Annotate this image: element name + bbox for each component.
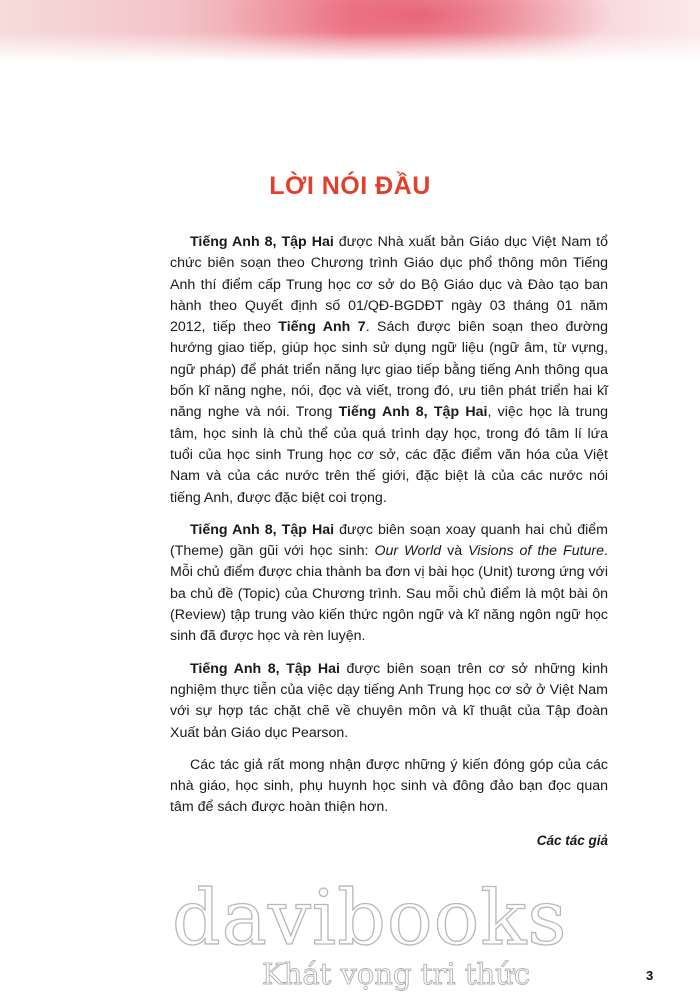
book-title-bold: Tiếng Anh 8, Tập Hai: [190, 521, 335, 538]
paragraph-text: . Mỗi chủ điểm được chia thành ba đơn vị bài học (Unit) tương ứng với ba chủ đề (Topic) của Chương trình. Sau mỗi chủ điểm là một bài ôn (Review) tập trung vào kiến thức ngôn ngữ và kĩ năng ngôn ngữ học sinh đã được học và rèn luyện.: [170, 543, 608, 645]
theme-name-italic: Visions of the Future: [468, 543, 605, 560]
watermark-tagline: Khát vọng tri thức: [262, 957, 531, 991]
paragraph-text: Các tác giả rất mong nhận được những ý kiến đóng góp của các nhà giáo, học sinh, phụ huynh học sinh và đông đảo bạn đọc quan tâm để sách được hoàn thiện hơn.: [170, 756, 608, 816]
paragraph-text: được biên soạn trên cơ sở những kinh nghiệm thực tiễn của việc dạy tiếng Anh Trung học cơ sở ở Việt Nam với sự hợp tác chặt chẽ về chuyên môn và kĩ thuật của Tập đoàn Xuất bản Giáo dục Pearson.: [170, 660, 608, 741]
book-title-bold: Tiếng Anh 8, Tập Hai: [190, 660, 340, 677]
paragraph-text: được Nhà xuất bản Giáo dục Việt Nam tổ chức biên soạn theo Chương trình Giáo dục phổ thông môn Tiếng Anh thí điểm cấp Trung học cơ sở do Bộ Giáo dục và Đào tạo ban hành theo Quyết định số 01/QĐ-BGDĐT ngày 03 tháng 01 năm 2012, tiếp theo: [170, 234, 608, 336]
page-number: 3: [646, 968, 654, 983]
paragraph-3: [170, 659, 608, 744]
paragraph-text: được biên soạn xoay quanh hai chủ điểm (Theme) gần gũi với học sinh:: [170, 521, 609, 560]
page-title: LỜI NÓI ĐẦU: [269, 172, 431, 200]
decorative-header-banner: [0, 0, 700, 62]
preface-body: [170, 232, 608, 851]
paragraph-text: . Sách được biên soạn theo đường hướng giao tiếp, giúp học sinh sử dụng ngữ liệu (ngữ âm, từ vựng, ngữ pháp) để phát triển năng lực giao tiếp bằng tiếng Anh thông qua bốn kĩ năng nghe, nói, đọc và viết, trong đó, ưu tiên phát triển hai kĩ năng nghe và nói. Trong: [170, 319, 609, 421]
banner-fade: [0, 32, 700, 62]
paragraph-1: [170, 232, 608, 509]
book-title-bold: Tiếng Anh 8, Tập Hai: [190, 234, 334, 250]
theme-name-italic: Our World: [374, 543, 442, 560]
paragraph-4: [170, 755, 608, 819]
book-title-bold: Tiếng Anh 8, Tập Hai: [338, 404, 488, 421]
paragraph-text: , việc học là trung tâm, học sinh là chủ thể của quá trình dạy học, trong đó tâm lí lứa tuổi của học sinh Trung học cơ sở, các đặc điểm văn hóa của Việt Nam và của các nước trên thế giới, đặc biệt là của các nước nói tiếng Anh, được đặc biệt coi trọng.: [170, 404, 608, 506]
watermark-brand: davibooks: [172, 873, 568, 962]
paragraph-2: [170, 520, 608, 648]
author-signature: Các tác giả: [536, 832, 608, 848]
book-title-bold: Tiếng Anh 7: [278, 319, 366, 336]
paragraph-text: và: [441, 543, 469, 560]
